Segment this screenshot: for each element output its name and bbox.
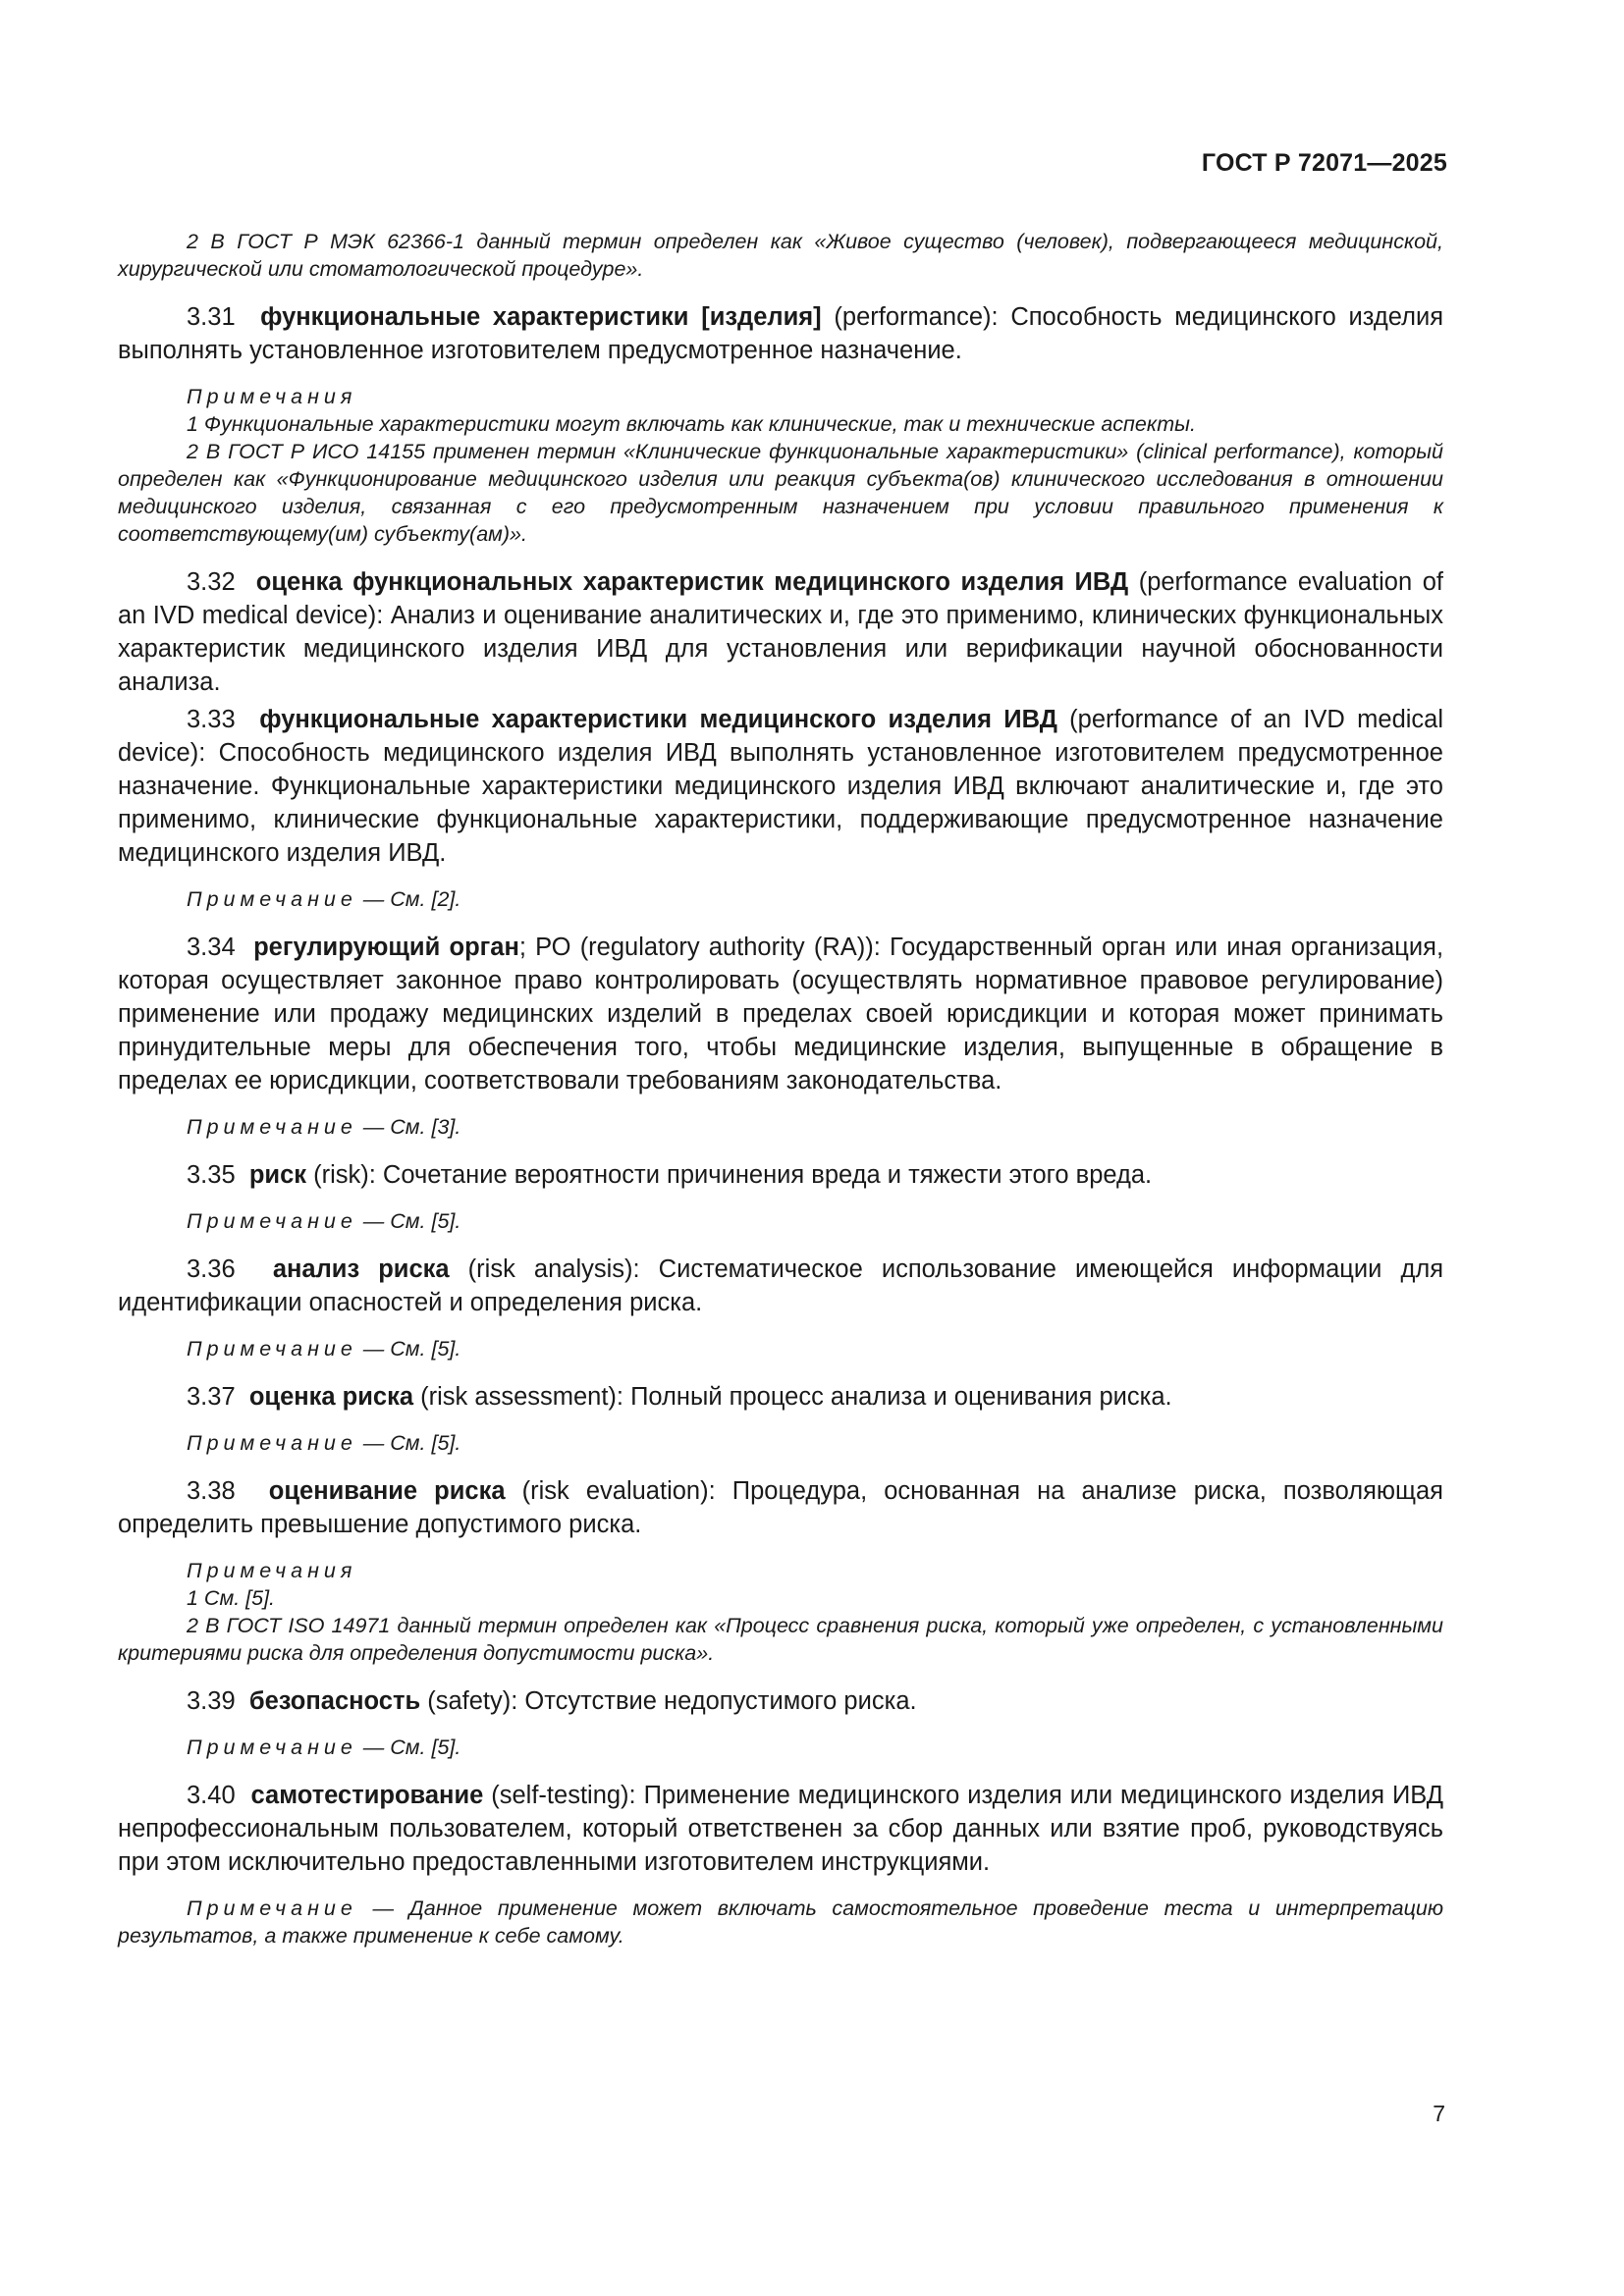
term-3-34-note: [118, 1113, 1443, 1141]
notes-label: Примечания: [187, 1559, 357, 1582]
term-3-31-notes: [118, 383, 1443, 548]
term-3-34: [118, 931, 1443, 1097]
note-text: — См. [2].: [356, 887, 461, 911]
term-number: 3.31: [187, 303, 236, 331]
term-title: функциональные характеристики медицинского изделия ИВД: [259, 706, 1057, 733]
term-3-32: [118, 565, 1443, 699]
term-3-37-note: [118, 1429, 1443, 1457]
term-3-35: [118, 1158, 1443, 1192]
note-text: — См. [5].: [356, 1337, 461, 1361]
note-item: 2 В ГОСТ Р ИСО 14155 применен термин «Клинические функциональные характеристики» (clinical performance), который определен как «Функционирование медицинского изделия или реакция субъекта(ов) клинического исследования в отношении медицинского изделия, связанная с его предусмотренным назначением при условии правильного применения к соответствующему(им) субъекту(ам)».: [118, 440, 1443, 546]
term-definition: (performance evaluation of an IVD medical device): Анализ и оценивание аналитических и, где это применимо, клинических функциональных характеристик медицинского изделия ИВД для установления или верификации научной обоснованности анализа.: [118, 568, 1444, 696]
term-definition: (risk evaluation): Процедура, основанная на анализе риска, позволяющая определить превышение допустимого риска.: [118, 1477, 1443, 1538]
term-definition: (risk analysis): Систематическое использование имеющейся информации для идентификации опасностей и определения риска.: [118, 1255, 1444, 1316]
term-title: самотестирование: [250, 1782, 484, 1809]
term-number: 3.34: [187, 934, 236, 961]
term-title: риск: [248, 1161, 307, 1189]
intro-note: 2 В ГОСТ Р МЭК 62366-1 данный термин определен как «Живое существо (человек), подвергающееся медицинской, хирургической или стоматологической процедуре».: [118, 230, 1443, 281]
term-title: безопасность: [248, 1687, 421, 1715]
term-3-39: [118, 1684, 1443, 1718]
term-definition: (safety): Отсутствие недопустимого риска.: [420, 1687, 917, 1715]
term-number: 3.35: [187, 1161, 236, 1189]
term-3-33-note: [118, 885, 1443, 913]
term-3-39-note: [118, 1734, 1443, 1761]
note-item: 1 Функциональные характеристики могут включать как клинические, так и технические аспекты.: [187, 412, 1196, 436]
term-3-38-notes: [118, 1557, 1443, 1667]
term-3-40-note: [118, 1895, 1443, 1949]
term-definition: (self-testing): Применение медицинского изделия или медицинского изделия ИВД непрофессиональным пользователем, который ответственен за сбор данных или взятие проб, руководствуясь при этом исключительно предоставленными изготовителем инструкциями.: [118, 1782, 1443, 1876]
term-3-36-note: [118, 1335, 1443, 1362]
document-body: [118, 228, 1443, 1949]
term-number: 3.39: [187, 1687, 236, 1715]
note-label: Примечание: [187, 1431, 357, 1455]
term-3-31: [118, 300, 1443, 367]
term-number: 3.32: [187, 568, 236, 596]
term-definition: ; РО (regulatory authority (RA)): Государственный орган или иная организация, которая осуществляет законное право контролировать (осуществлять нормативное правовое регулирование) применение или продажу медицинских изделий в пределах своей юрисдикции и которая может принимать принудительные меры для обеспечения того, чтобы медицинские изделия, выпущенные в обращение в пределах ее юрисдикции, соответствовали требованиям законодательства.: [118, 934, 1444, 1095]
term-title: оценивание риска: [268, 1477, 506, 1505]
term-number: 3.38: [187, 1477, 236, 1505]
term-3-36: [118, 1253, 1443, 1319]
note-text: — См. [5].: [356, 1209, 461, 1233]
term-number: 3.37: [187, 1383, 236, 1411]
term-3-35-note: [118, 1207, 1443, 1235]
note-label: Примечание: [187, 887, 357, 911]
note-text: — См. [5].: [356, 1735, 461, 1759]
note-text: — См. [3].: [356, 1115, 461, 1139]
term-3-33: [118, 703, 1443, 870]
term-definition: (performance of an IVD medical device): Способность медицинского изделия ИВД выполнять установленное изготовителем предусмотренное назначение. Функциональные характеристики медицинского изделия ИВД включают аналитические и, где это применимо, клинические функциональные характеристики, поддерживающие предусмотренное назначение медицинского изделия ИВД.: [118, 706, 1444, 867]
term-title: регулирующий орган: [253, 934, 519, 961]
note-item: 1 См. [5].: [187, 1586, 276, 1610]
note-label: Примечание: [187, 1209, 357, 1233]
term-title: оценка функциональных характеристик медицинского изделия ИВД: [255, 568, 1129, 596]
term-number: 3.33: [187, 706, 236, 733]
term-3-37: [118, 1380, 1443, 1414]
term-definition: (risk assessment): Полный процесс анализа и оценивания риска.: [413, 1383, 1172, 1411]
note-label: Примечание: [187, 1896, 357, 1920]
term-3-38: [118, 1474, 1443, 1541]
note-label: Примечание: [187, 1337, 357, 1361]
term-number: 3.36: [187, 1255, 236, 1283]
term-definition: (performance): Способность медицинского изделия выполнять установленное изготовителем предусмотренное назначение.: [118, 303, 1444, 364]
note-text: — См. [5].: [356, 1431, 461, 1455]
term-title: функциональные характеристики [изделия]: [260, 303, 822, 331]
term-title: оценка риска: [248, 1383, 414, 1411]
note-text: — Данное применение может включать самостоятельное проведение теста и интерпретацию результатов, а также применение к себе самому.: [118, 1896, 1443, 1948]
page-number: 7: [1433, 2101, 1445, 2126]
note-label: Примечание: [187, 1735, 357, 1759]
term-number: 3.40: [187, 1782, 236, 1809]
term-title: анализ риска: [272, 1255, 450, 1283]
standard-designation: ГОСТ Р 72071—2025: [1201, 149, 1447, 177]
note-label: Примечание: [187, 1115, 357, 1139]
note-item: 2 В ГОСТ ISO 14971 данный термин определен как «Процесс сравнения риска, который уже определен, с установленными критериями риска для определения допустимости риска».: [118, 1614, 1443, 1665]
term-definition: (risk): Сочетание вероятности причинения вреда и тяжести этого вреда.: [306, 1161, 1153, 1189]
notes-label: Примечания: [187, 385, 357, 408]
term-3-40: [118, 1779, 1443, 1879]
